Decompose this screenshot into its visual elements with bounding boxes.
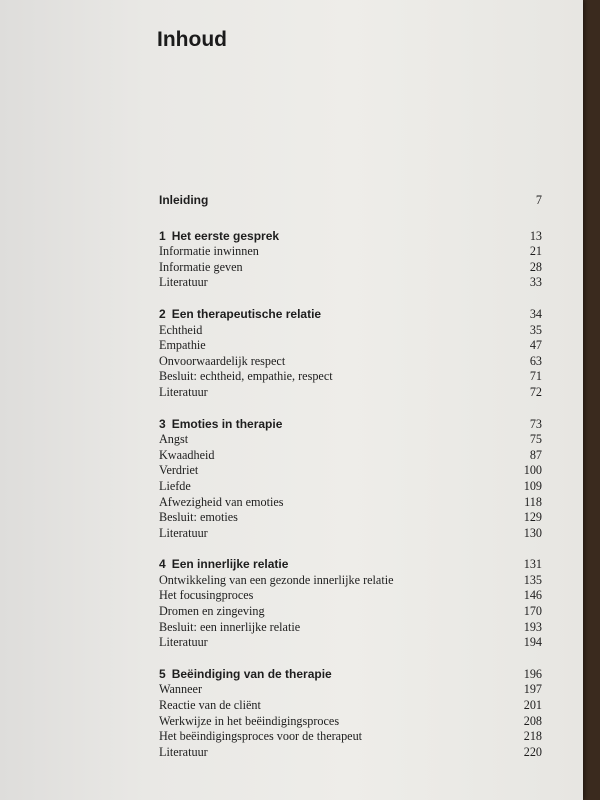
entry-page: 33: [529, 275, 542, 290]
chapter-number: 5: [159, 666, 166, 681]
entry-label: Ontwikkeling van een gezonde innerlijke relatie: [159, 572, 394, 587]
chapter-3-heading: [159, 417, 542, 433]
entry-page: 170: [523, 604, 542, 619]
entry-page: 197: [523, 682, 542, 697]
chapter-title: Emoties in therapie: [171, 416, 283, 431]
toc-entry: [159, 604, 542, 620]
entry-label: Het beëindigingsproces voor de therapeut: [159, 729, 363, 744]
entry-page: 35: [529, 322, 542, 337]
entry-label: Onvoorwaardelijk respect: [159, 353, 286, 368]
entry-label: Afwezigheid van emoties: [159, 494, 284, 509]
entry-label: Het focusingproces: [159, 588, 254, 603]
entry-label: Kwaadheid: [159, 447, 215, 462]
chapter-page: 13: [529, 228, 542, 243]
chapter-title: Een innerlijke relatie: [171, 557, 289, 572]
entry-page: 146: [523, 588, 542, 603]
entry-page: 201: [523, 698, 542, 713]
entry-label: Besluit: echtheid, empathie, respect: [159, 369, 333, 384]
chapter-1-heading: [159, 229, 542, 245]
toc-entry: [159, 510, 542, 526]
entry-label: Informatie geven: [159, 259, 243, 274]
entry-page: 72: [529, 384, 542, 399]
toc-entry: [159, 635, 542, 651]
toc-entry: [159, 463, 542, 479]
intro-label: Inleiding: [159, 193, 209, 207]
chapter-2-heading: [159, 307, 542, 323]
entry-label: Informatie inwinnen: [159, 244, 259, 259]
chapter-page: 131: [523, 557, 542, 572]
toc-entry: [159, 275, 542, 291]
entry-page: 220: [523, 744, 542, 759]
toc-entry: [159, 479, 542, 495]
entry-label: Besluit: emoties: [159, 510, 238, 525]
toc-entry: [159, 620, 542, 636]
chapter-number: 1: [159, 228, 166, 243]
entry-label: Dromen en zingeving: [159, 604, 265, 619]
toc-entry: [159, 448, 542, 464]
toc-entry: [159, 729, 542, 745]
chapter-title: Een therapeutische relatie: [171, 306, 322, 321]
toc-entry: [159, 714, 542, 730]
entry-label: Reactie van de cliënt: [159, 698, 261, 713]
toc-entry: [159, 495, 542, 511]
entry-label: Literatuur: [159, 525, 208, 540]
chapter-title: Het eerste gesprek: [171, 228, 280, 243]
entry-page: 218: [523, 729, 542, 744]
entry-page: 47: [529, 338, 542, 353]
toc-entry: [159, 338, 542, 354]
toc-entry: [159, 682, 542, 698]
entry-label: Besluit: een innerlijke relatie: [159, 619, 301, 634]
entry-label: Literatuur: [159, 384, 208, 399]
entry-label: Literatuur: [159, 275, 208, 290]
chapter-number: 3: [159, 416, 166, 431]
entry-page: 109: [523, 478, 542, 493]
entry-page: 75: [529, 432, 542, 447]
entry-page: 87: [529, 447, 542, 462]
entry-label: Werkwijze in het beëindigingsproces: [159, 713, 340, 728]
toc-entry: [159, 573, 542, 589]
intro-page: 7: [535, 193, 542, 207]
toc-entry: [159, 369, 542, 385]
entry-label: Liefde: [159, 478, 191, 493]
chapter-page: 73: [529, 416, 542, 431]
entry-label: Wanneer: [159, 682, 203, 697]
entry-page: 100: [523, 463, 542, 478]
entry-page: 63: [529, 353, 542, 368]
entry-page: 193: [523, 619, 542, 634]
chapter-4-heading: [159, 557, 542, 573]
chapter-title: Beëindiging van de therapie: [171, 666, 332, 681]
entry-page: 135: [523, 572, 542, 587]
entry-page: 28: [529, 259, 542, 274]
entry-page: 21: [529, 244, 542, 259]
toc-entry: [159, 745, 542, 761]
entry-page: 71: [529, 369, 542, 384]
toc-entry: [159, 385, 542, 401]
intro-entry: [159, 193, 542, 209]
entry-label: Verdriet: [159, 463, 199, 478]
entry-label: Empathie: [159, 338, 206, 353]
toc-entry: [159, 698, 542, 714]
entry-page: 129: [523, 510, 542, 525]
entry-label: Echtheid: [159, 322, 203, 337]
chapter-5-heading: [159, 667, 542, 683]
entry-label: Literatuur: [159, 744, 208, 759]
entry-label: Angst: [159, 432, 189, 447]
toc-entry: [159, 354, 542, 370]
chapter-number: 2: [159, 306, 166, 321]
toc-entry: [159, 526, 542, 542]
entry-page: 130: [523, 525, 542, 540]
entry-label: Literatuur: [159, 635, 208, 650]
toc-entry: [159, 588, 542, 604]
chapter-page: 196: [523, 666, 542, 681]
table-of-contents: [159, 193, 542, 760]
toc-entry: [159, 432, 542, 448]
entry-page: 118: [524, 494, 542, 509]
toc-entry: [159, 260, 542, 276]
page-title: Inhoud: [157, 28, 227, 51]
chapter-number: 4: [159, 557, 166, 572]
toc-entry: [159, 323, 542, 339]
chapter-page: 34: [529, 306, 542, 321]
entry-page: 208: [523, 713, 542, 728]
toc-entry: [159, 244, 542, 260]
entry-page: 194: [523, 635, 542, 650]
